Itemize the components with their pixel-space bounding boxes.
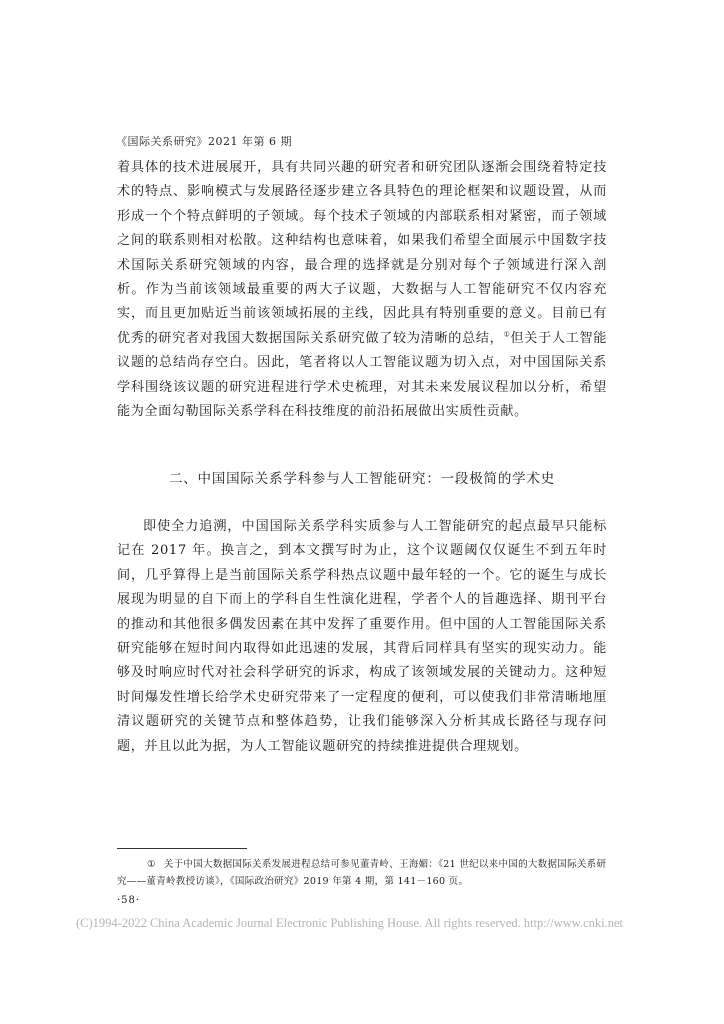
- page-number: ·58·: [117, 895, 141, 906]
- body-paragraph-2: 即使全力追溯，中国国际关系学科实质参与人工智能研究的起点最早只能标记在 2017 年。换言之，到本文撰写时为止，这个议题阈仅仅诞生不到五年时间，几乎算得上是当前国际关系学科热点议题中最年轻的一个。它的诞生与成长展现为明显的自下而上的学科自生性演化进程，学者个人的旨趣选择、期刊平台的推动和其他很多偶发因素在其中发挥了重要作用。但中国的人工智能国际关系研究能够在短时间内取得如此迅速的发展，其背后同样具有坚实的现实动力。能够及时响应时代对社会科学研究的诉求，构成了该领域发展的关键动力。这种短时间爆发性增长给学术史研究带来了一定程度的便利，可以使我们非常清晰地厘清议题研究的关键节点和整体趋势，让我们能够深入分析其成长路径与现存问题，并且以此为据，为人工智能议题研究的持续推进提供合理规划。: [117, 519, 607, 754]
- paragraph-1-text: 着具体的技术进展展开，具有共同兴趣的研究者和研究团队逐渐会围绕着特定技术的特点、影响模式与发展路径逐步建立各具特色的理论框架和议题设置，从而形成一个个特点鲜明的子领域。每个技术子领域的内部联系相对紧密，而子领域之间的联系则相对松散。这种结构也意味着，如果我们希望全面展示中国数字技术国际关系研究领域的内容，最合理的选择就是分别对每个子领域进行深入剖析。作为当前该领域最重要的两大子议题，大数据与人工智能研究不仅内容充实，而且更加贴近当前该领域拓展的主线，因此具有特别重要的意义。目前已有优秀的研究者对我国大数据国际关系研究做了较为清晰的总结，: [117, 160, 607, 346]
- running-header: 《国际关系研究》2021 年第 6 期: [116, 135, 292, 148]
- footnote-mark: ①: [147, 859, 156, 870]
- paragraph-1-tail: 但关于人工智能议题的总结尚存空白。因此，笔者将以人工智能议题为切入点，对中国国际关系学科围绕该议题的研究进程进行学术史梳理，对其未来发展议程加以分析，希望能为全面勾勒国际关系学科在科技维度的前沿拓展做出实质性贡献。: [117, 330, 607, 420]
- footnote: [117, 856, 607, 890]
- body-paragraph-1: [117, 156, 607, 424]
- footnote-reference[interactable]: ①: [503, 330, 511, 339]
- section-heading: 二、中国国际关系学科参与人工智能研究：一段极简的学术史: [168, 471, 556, 487]
- footnote-text: 关于中国大数据国际关系发展进程总结可参见董青岭、王海媚：《21 世纪以来中国的大数据国际关系研究——董青岭教授访谈》，《国际政治研究》2019 年第 4 期，第 141－160 页。: [117, 859, 607, 887]
- footnote-divider: [117, 848, 247, 849]
- copyright-watermark: (C)1994-2022 China Academic Journal Electronic Publishing House. All rights reserved. http://www.cnki.net: [76, 916, 624, 930]
